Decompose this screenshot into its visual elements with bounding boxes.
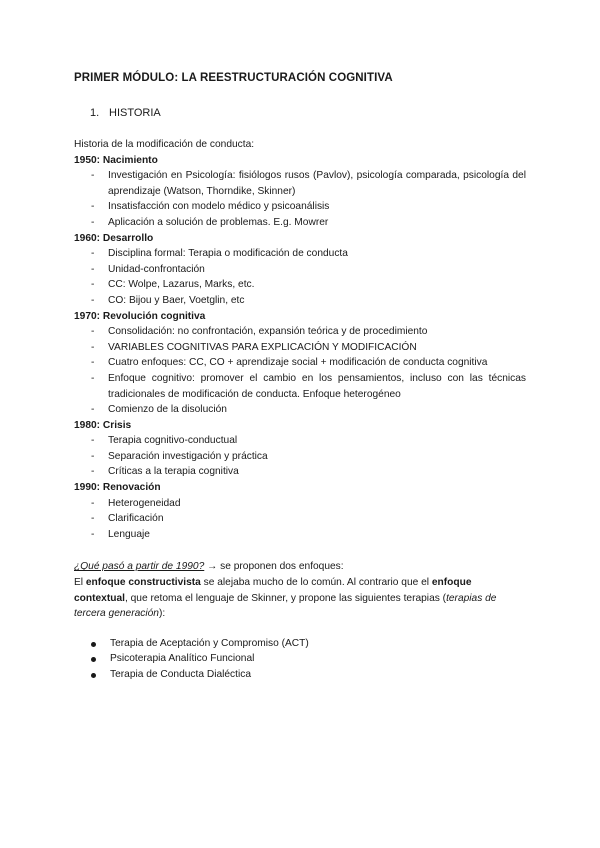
section-heading (90, 107, 161, 119)
list-item: - Enfoque cognitivo: promover el cambio en los pensamientos, incluso con las técnicas tradicionales de modificación de conducta. Enfoque heterogéneo (74, 371, 526, 402)
list-item: - Insatisfacción con modelo médico y psicoanálisis (74, 199, 526, 215)
period-list-1970 (74, 324, 526, 418)
list-item: - Heterogeneidad (74, 496, 526, 512)
term-tercera-generacion: terapias de tercera generación (74, 592, 497, 620)
list-item: - Comienzo de la disolución (74, 402, 526, 418)
list-item: Terapia de Aceptación y Compromiso (ACT) (74, 636, 526, 652)
list-item: - VARIABLES COGNITIVAS PARA EXPLICACIÓN Y MODIFICACIÓN (74, 340, 526, 356)
section-number: 1. (90, 107, 100, 119)
therapies-list (74, 636, 526, 683)
list-item: - Críticas a la terapia cognitiva (74, 464, 526, 480)
document-title: PRIMER MÓDULO: LA REESTRUCTURACIÓN COGNITIVA (74, 72, 393, 84)
list-item: - Aplicación a solución de problemas. E.g. Mowrer (74, 215, 526, 231)
period-list-1960 (74, 246, 526, 308)
period-list-1950 (74, 168, 526, 230)
intro-text: Historia de la modificación de conducta: (74, 139, 255, 150)
period-heading-1950: 1950: Nacimiento (74, 154, 158, 166)
period-heading-1990: 1990: Renovación (74, 482, 161, 494)
list-item: - Separación investigación y práctica (74, 449, 526, 465)
list-item: - Terapia cognitivo-conductual (74, 433, 526, 449)
list-item: - Lenguaje (74, 527, 526, 543)
paragraph-text: ): (158, 608, 166, 620)
paragraph-text: , que retoma el lenguaje de Skinner, y propone las siguientes terapias ( (124, 592, 447, 604)
arrow-icon: → (207, 561, 218, 573)
period-list-1990 (74, 496, 526, 543)
list-item: - Disciplina formal: Terapia o modificación de conducta (74, 246, 526, 262)
question-line (74, 559, 526, 575)
period-list-1980 (74, 433, 526, 480)
period-heading-1970: 1970: Revolución cognitiva (74, 310, 206, 322)
document-body (74, 137, 526, 683)
list-item: - CC: Wolpe, Lazarus, Marks, etc. (74, 277, 526, 293)
list-item: - Investigación en Psicología: fisiólogos rusos (Pavlov), psicología comparada, psicología del aprendizaje (Watson, Thorndike, Skinner) (74, 168, 526, 199)
list-item: Psicoterapia Analítico Funcional (74, 651, 526, 667)
paragraph-text: se alejaba mucho de lo común. Al contrario que el (200, 577, 432, 589)
question-rest: se proponen dos enfoques: (217, 561, 344, 573)
term-contextual: enfoque contextual (74, 577, 472, 604)
list-item: - Cuatro enfoques: CC, CO + aprendizaje social + modificación de conducta cognitiva (74, 355, 526, 371)
list-item: - Unidad-confrontación (74, 262, 526, 278)
list-item: - Clarificación (74, 511, 526, 527)
term-constructivista: enfoque constructivista (85, 577, 201, 589)
question-text: ¿Qué pasó a partir de 1990? (74, 561, 205, 573)
section-label: HISTORIA (109, 107, 161, 119)
list-item: - Consolidación: no confrontación, expansión teórica y de procedimiento (74, 324, 526, 340)
paragraph-text: El (74, 577, 86, 589)
period-heading-1960: 1960: Desarrollo (74, 232, 154, 244)
list-item: - CO: Bijou y Baer, Voetglin, etc (74, 293, 526, 309)
period-heading-1980: 1980: Crisis (74, 419, 132, 431)
list-item: Terapia de Conducta Dialéctica (74, 667, 526, 683)
approaches-paragraph (74, 575, 526, 622)
